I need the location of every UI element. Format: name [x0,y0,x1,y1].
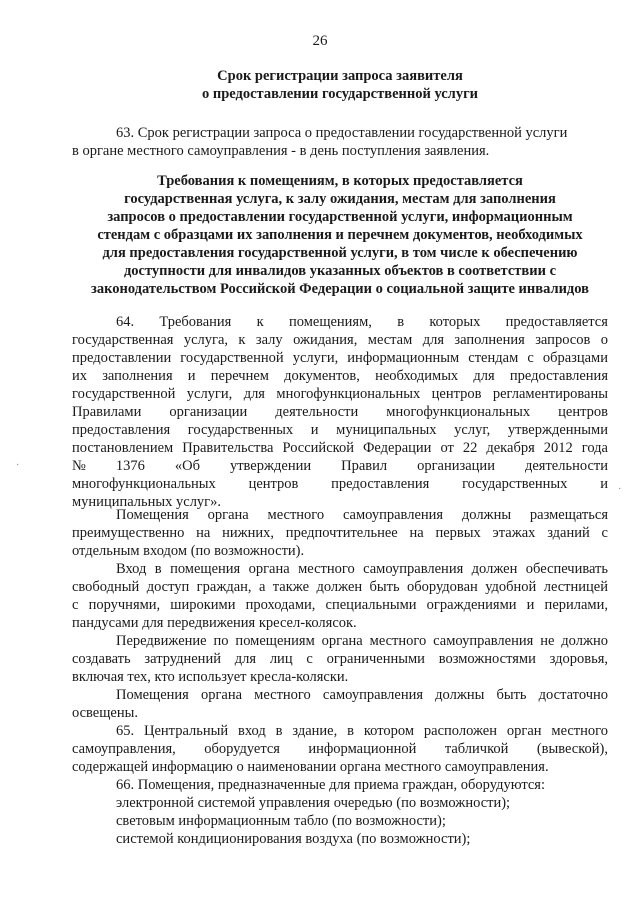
text-line: Вход в помещения органа местного самоуправления должен обеспечивать [116,561,608,577]
heading-line: законодательством Российской Федерации о социальной защите инвалидов [91,281,589,297]
heading-line: для предоставления государственной услуги, в том числе к обеспечению [102,245,578,261]
list-item: системой кондиционирования воздуха (по возможности); [116,831,471,847]
text-line: 64. Требования к помещениям, в которых предоставляется [116,314,608,330]
paragraph-63 [72,124,608,160]
text-line: государственная услуга, к залу ожидания, местам для заполнения запросов о [72,332,608,348]
text-line: в органе местного самоуправления - в день поступления заявления. [72,143,490,159]
paragraph-lighting [72,686,608,722]
text-line: свободный доступ граждан, а также должен быть оборудован удобной лестницей [72,579,608,595]
text-line: освещены. [72,705,138,721]
heading-line: о предоставлении государственной услуги [201,86,479,102]
heading-line: стендам с образцами их заполнения и перечнем документов, необходимых [97,227,583,243]
text-line: № 1376 «Об утверждении Правил организации деятельности [72,458,608,474]
text-line: многофункциональных центров предоставления государственных и [72,476,608,492]
paragraph-entrance-access [72,560,608,632]
text-line: преимущественно на нижних, предпочтительнее на первых этажах зданий с [72,525,608,541]
text-line: пандусами для передвижения кресел-колясок. [72,615,357,631]
paragraph-64 [72,313,608,511]
text-line: предоставлении государственной услуги, информационным стендам с образцами [72,350,608,366]
heading-line: Требования к помещениям, в которых предоставляется [157,173,523,189]
section-heading-requirements [72,172,608,298]
list-item: электронной системой управления очередью (по возможности); [116,795,511,811]
text-line: государственной услуги, для многофункциональных центров регламентированы [72,386,608,402]
paragraph-65 [72,722,608,776]
text-line: их заполнения и перечнем документов, необходимых для предоставления [72,368,608,384]
text-line: Помещения органа местного самоуправления должны быть достаточно [116,687,608,703]
text-line: содержащей информацию о наименовании органа местного самоуправления. [72,759,549,775]
page-number: 26 [312,33,328,49]
scan-speck: · [618,484,622,495]
text-line: предоставления государственных и муниципальных услуг, утвержденными [72,422,608,438]
paragraph-premises-location [72,506,608,560]
text-line: с поручнями, широкими проходами, специальными ограждениями и перилами, [72,597,608,613]
text-line: Правилами организации деятельности многофункциональных центров [72,404,608,420]
text-line: отдельным входом (по возможности). [72,543,305,559]
text-line: включая тех, кто использует кресла-коляски. [72,669,349,685]
text-line: самоуправления, оборудуется информационной табличкой (вывеской), [72,741,608,757]
heading-line: доступности для инвалидов указанных объектов в соответствии с [123,263,557,279]
text-line: постановлением Правительства Российской Федерации от 22 декабря 2012 года [72,440,608,456]
heading-line: Срок регистрации запроса заявителя [217,68,463,84]
text-line: Передвижение по помещениям органа местного самоуправления не должно [116,633,608,649]
text-line: 65. Центральный вход в здание, в котором расположен орган местного [116,723,608,739]
list-item: световым информационным табло (по возможности); [116,813,446,829]
text-line: создавать затруднений для лиц с ограниченными возможностями здоровья, [72,651,608,667]
heading-line: запросов о предоставлении государственной услуги, информационным [107,209,573,225]
text-line: Помещения органа местного самоуправления должны размещаться [116,507,608,523]
paragraph-66 [72,776,608,794]
text-line: муниципальных услуг». [72,494,222,510]
section-heading-registration [150,67,530,103]
text-line: 66. Помещения, предназначенные для приема граждан, оборудуются: [116,777,545,793]
paragraph-movement [72,632,608,686]
text-line: 63. Срок регистрации запроса о предоставлении государственной услуги [116,125,568,141]
scan-speck: · [16,460,20,471]
heading-line: государственная услуга, к залу ожидания, местам для заполнения [124,191,556,207]
